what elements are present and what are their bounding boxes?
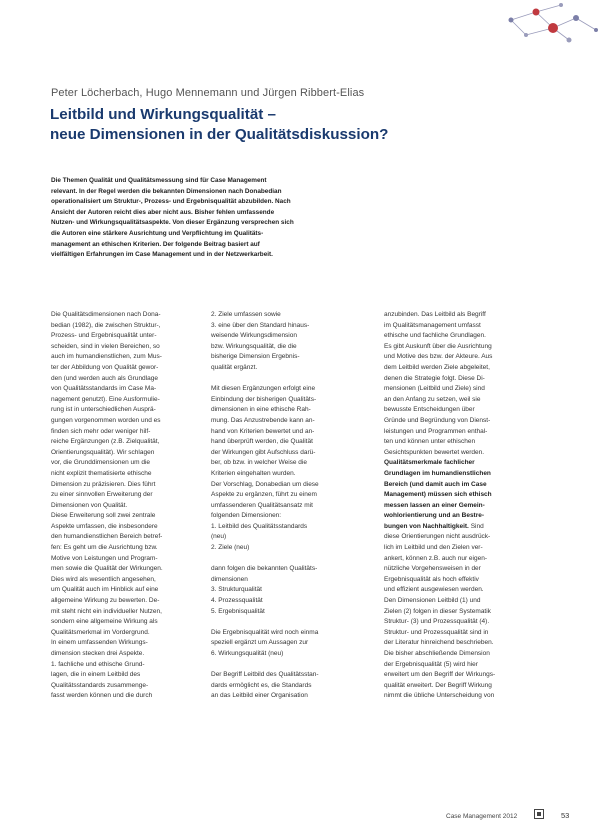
folio-box-icon: [534, 809, 544, 819]
list-item: qualität ergänzt.: [211, 363, 258, 371]
abstract-line: Ansicht der Autoren reicht dies aber nicht aus. Bisher fehlen umfassende: [51, 208, 275, 216]
body-column-2: [211, 310, 366, 702]
list-item: bisherige Dimension Ergebnis-: [211, 353, 300, 361]
list-item: fasst werden können und die durch: [51, 692, 153, 700]
emphasis-line: Management) müssen sich ethisch: [384, 491, 492, 499]
body-line: Orientierungsqualität). Wir schlagen: [51, 448, 155, 456]
body-line: folgenden Dimensionen:: [211, 512, 282, 520]
body-line: Die Qualitätsdimensionen nach Dona-: [51, 311, 161, 318]
body-line: bedian (1982), die zwischen Struktur-,: [51, 321, 161, 329]
body-line: speziell ergänzt um Aussagen zur: [211, 639, 309, 647]
body-line: der Literatur hinreichend beschrieben.: [384, 639, 494, 647]
molecule-network-icon: [491, 0, 601, 50]
body-line: nicht explizit thematisierte ethische: [51, 469, 152, 477]
body-line: Prozess- und Ergebnisqualität unter-: [51, 332, 157, 340]
journal-footer: Case Management 2012: [446, 813, 518, 820]
body-line: leistungen und Programmen enthal-: [384, 427, 488, 435]
body-line: lich im Leitbild und den Zielen ver-: [384, 544, 483, 552]
article-authors: Peter Löcherbach, Hugo Mennemann und Jürgen Ribbert-Elias: [51, 87, 365, 99]
body-line: nützliche Vorgehensweisen in der: [384, 565, 481, 573]
abstract-line: die Autoren eine stärkere Ausrichtung und Verpflichtung im Qualitäts-: [51, 229, 264, 237]
body-line: mit steht nicht ein individueller Nutzen,: [51, 607, 162, 615]
emphasis-line: Bereich (und damit auch im Case: [384, 480, 487, 488]
body-line: finden sich mehr oder weniger hilf-: [51, 427, 151, 435]
body-line: ankert, können z.B. auch nur eigen-: [384, 554, 487, 562]
body-line: dimensionen: [211, 575, 248, 583]
body-line: Einbindung der bisherigen Qualitäts-: [211, 395, 317, 403]
body-line: men sowie die Qualität der Wirkungen.: [51, 565, 163, 573]
list-item: 5. Ergebnisqualität: [211, 607, 265, 615]
list-item: 1. fachliche und ethische Grund-: [51, 660, 145, 668]
body-line: Dimensionen von Qualität.: [51, 501, 128, 509]
body-line: den humandienstlichen Bereich betref-: [51, 533, 163, 541]
body-line: erweitert um den Begriff der Wirkungs-: [384, 671, 496, 679]
abstract-line: Die Themen Qualität und Qualitätsmessung sind für Case Management: [51, 177, 267, 184]
body-line: Gründe und Begründung von Dienst-: [384, 416, 491, 424]
body-line: rung ist in unterschiedlichen Ausprä-: [51, 406, 156, 414]
body-line: reiche Ergänzungen (z.B. Zielqualität,: [51, 438, 160, 446]
list-item: 3. Strukturqualität: [211, 586, 262, 594]
abstract-line: management an ethischen Kriterien. Der folgende Beitrag basiert auf: [51, 240, 260, 248]
list-item: 2. Ziele (neu): [211, 544, 250, 552]
emphasis-line: Grundlagen im humandienstlichen: [384, 469, 491, 477]
article-abstract: [51, 176, 371, 261]
body-line: umfassenderen Qualitätsansatz mit: [211, 501, 313, 509]
body-line: Dimension zu präzisieren. Dies führt: [51, 480, 156, 488]
body-line: Struktur- (3) und Prozessqualität (4).: [384, 618, 490, 626]
body-line: Kriterien eingehalten wurden.: [211, 469, 296, 477]
body-line: dann folgen die bekannten Qualitäts-: [211, 565, 318, 573]
body-line: an das Leitbild einer Organisation: [211, 692, 308, 700]
list-item: 1. Leitbild des Qualitätsstandards: [211, 522, 308, 530]
body-line: von Qualitätsstandards im Case Ma-: [51, 385, 157, 393]
body-line: Aspekte zu ergänzen, führt zu einem: [211, 491, 317, 499]
body-line: im Qualitätsmanagement umfasst: [384, 321, 481, 329]
body-line: fen: Es geht um die Ausrichtung bzw.: [51, 544, 158, 552]
article-title: [50, 105, 550, 145]
body-line: Gesichtspunkten bewertet werden.: [384, 448, 485, 456]
emphasis-line: messen lassen an einer Gemein-: [384, 501, 485, 509]
body-line: Der Vorschlag, Donabedian um diese: [211, 480, 319, 488]
body-line: Den Dimensionen Leitbild (1) und: [384, 597, 481, 605]
body-line: zu einer sinnvollen Erweiterung der: [51, 491, 153, 499]
body-line: Es gibt Auskunft über die Ausrichtung: [384, 342, 492, 350]
body-line: Ergebnisqualität als hoch effektiv: [384, 575, 479, 583]
emphasis-text: bungen von Nachhaltigkeit.: [384, 522, 469, 530]
list-item: bzw. Wirkungsqualität, die die: [211, 342, 297, 350]
body-line: mensionen (Leitbild und Ziele) sind: [384, 385, 485, 393]
list-item: (neu): [211, 533, 227, 541]
body-line: ber, ob bzw. in welcher Weise die: [211, 459, 307, 467]
body-line: dem Leitbild werden Ziele abgeleitet,: [384, 363, 490, 371]
body-column-1: [51, 310, 206, 702]
abstract-line: vielfältigen Erfahrungen im Case Management und in der Netzwerkarbeit.: [51, 251, 273, 259]
body-line: Die bisher abschließende Dimension: [384, 650, 490, 657]
body-line: scheiden, sind in vielen Bereichen, so: [51, 342, 160, 350]
emphasis-line: wohlorientierung und an Bestre-: [384, 512, 485, 520]
body-line: allgemeine Wirkung zu bewerten. De-: [51, 597, 160, 605]
body-line: vor, die Grunddimensionen um die: [51, 459, 151, 467]
body-line: Aspekte umfassen, die insbesondere: [51, 522, 158, 530]
body-line: Die Ergebnisqualität wird noch einma: [211, 628, 319, 636]
emphasis-line: Qualitätsmerkmale fachlicher: [384, 459, 475, 467]
body-line: nagement genutzt). Eine Ausformulie-: [51, 395, 160, 403]
body-line: und Motive des bzw. der Akteure. Aus: [384, 353, 493, 361]
body-line: nimmt die übliche Unterscheidung von: [384, 692, 495, 700]
body-line: bewusste Entscheidungen über: [384, 406, 475, 414]
list-item: 2. Ziele umfassen sowie: [211, 311, 281, 318]
body-line: Mit diesen Ergänzungen erfolgt eine: [211, 385, 316, 393]
body-line: dards ermöglicht es, die Standards: [211, 681, 312, 689]
list-item: Qualitätsstandards zusammenge-: [51, 681, 149, 689]
body-line: In einem umfassenden Wirkungs-: [51, 639, 148, 647]
body-line: gungen vorgenommen worden und es: [51, 416, 161, 424]
body-line: auch im humandienstlichen, zum Mus-: [51, 353, 162, 361]
body-line: Dies wird als wesentlich angesehen,: [51, 575, 156, 583]
body-line: Qualitätsmerkmal im Vordergrund.: [51, 628, 150, 636]
body-line: hand überprüft werden, die Qualität: [211, 438, 313, 446]
body-line: Zielen (2) folgen in dieser Systematik: [384, 607, 491, 615]
page-number: 53: [561, 811, 570, 820]
body-line: und effizient ausgewiesen werden.: [384, 586, 484, 594]
abstract-line: Nutzen- und Wirkungsqualitätsaspekte. Von dieser Ergänzung versprechen sich: [51, 219, 294, 227]
emphasis-line-mixed: [384, 522, 539, 533]
body-text: Sind: [470, 522, 484, 530]
body-line: anzubinden. Das Leitbild als Begriff: [384, 311, 486, 318]
body-line: Struktur- und Prozessqualität sind in: [384, 628, 489, 636]
body-line: dimension stecken drei Aspekte.: [51, 650, 145, 657]
body-line: diese Orientierungen nicht ausdrück-: [384, 533, 491, 541]
body-line: ten und können unter ethischen: [384, 438, 476, 446]
body-line: mung. Das Anzustrebende kann an-: [211, 416, 315, 424]
list-item: lagen, die in einem Leitbild des: [51, 671, 141, 679]
body-line: denen die Strategie folgt. Diese Di-: [384, 374, 485, 382]
list-item: 3. eine über den Standard hinaus-: [211, 321, 310, 329]
abstract-line: relevant. In der Regel werden die bekannten Dimensionen nach Donabedian: [51, 187, 282, 195]
body-line: der Ergebnisqualität (5) wird hier: [384, 660, 478, 668]
list-item: 6. Wirkungsqualität (neu): [211, 650, 284, 657]
body-line: an den Anfang zu setzen, weil sie: [384, 395, 481, 403]
body-line: um Qualität auch im Hinblick auf eine: [51, 586, 159, 594]
body-line: Diese Erweiterung soll zwei zentrale: [51, 512, 156, 520]
list-item: weisende Wirkungsdimension: [211, 332, 297, 340]
body-column-3: [384, 310, 539, 702]
body-line: qualität erweitert. Der Begriff Wirkung: [384, 681, 492, 689]
body-line: Motive von Leistungen und Program-: [51, 554, 158, 562]
body-line: dimensionen in eine ethische Rah-: [211, 406, 311, 414]
title-line: Leitbild und Wirkungsqualität –: [50, 106, 276, 123]
body-line: Der Begriff Leitbild des Qualitätsstan-: [211, 671, 319, 679]
body-line: ethische und fachliche Grundlagen.: [384, 332, 486, 340]
body-line: sondern eine allgemeine Wirkung als: [51, 618, 158, 626]
title-line: neue Dimensionen in der Qualitätsdiskussion?: [50, 126, 389, 143]
body-line: den (und werden auch als Grundlage: [51, 374, 158, 382]
list-item: 4. Prozessqualität: [211, 597, 263, 605]
abstract-line: operationalisiert um Struktur-, Prozess- und Ergebnisqualität abzubilden. Nach: [51, 198, 291, 206]
body-line: ter der Abbildung von Qualität gewor-: [51, 363, 159, 371]
body-line: hand von Kriterien bewertet und an-: [211, 427, 315, 435]
body-line: der Wirkungen gibt Aufschluss darü-: [211, 448, 316, 456]
